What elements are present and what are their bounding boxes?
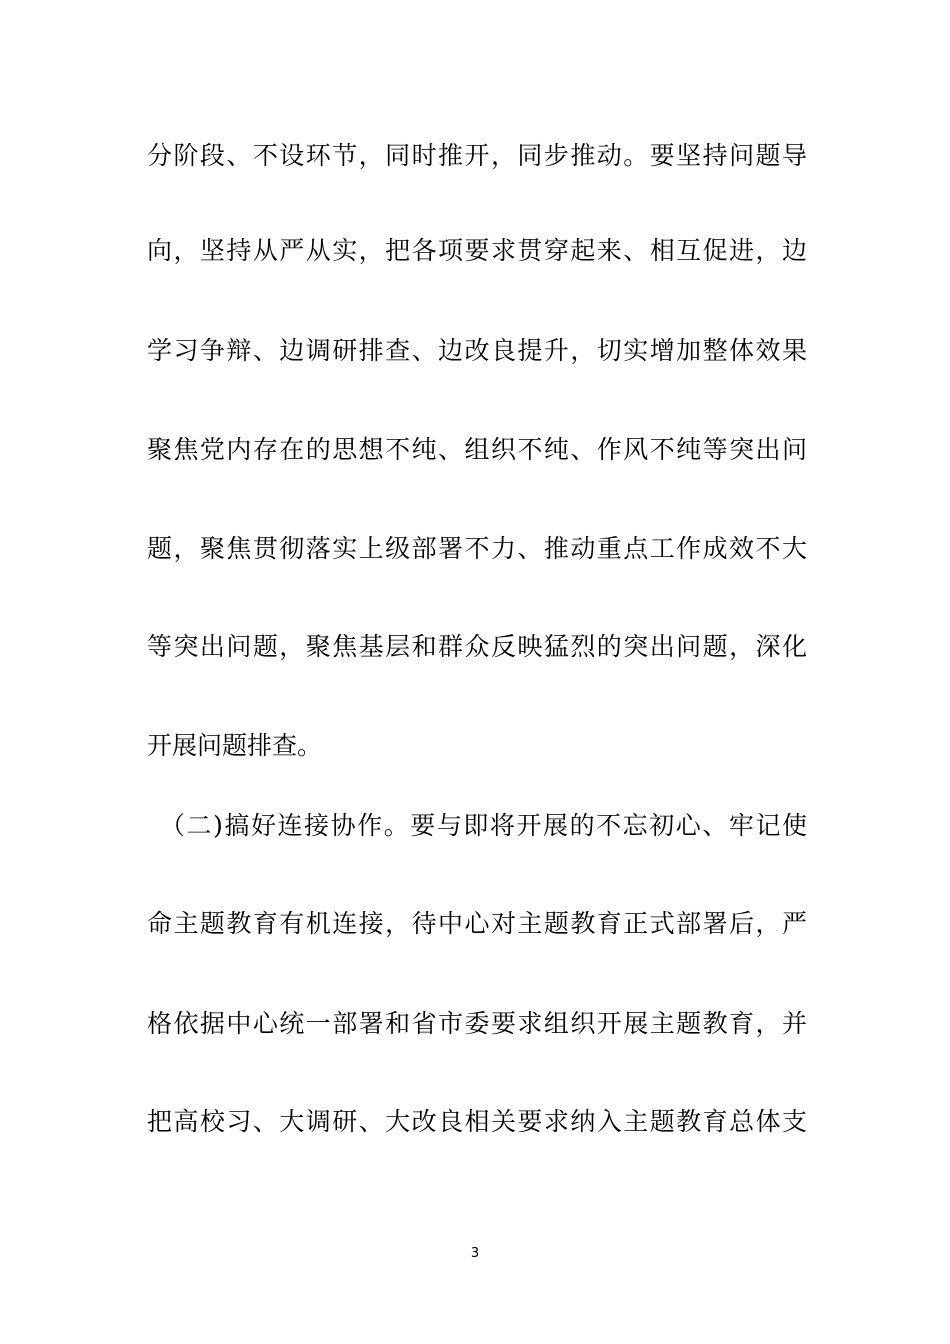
text-line-2: 向，坚持从严从实，把各项要求贯穿起来、相互促进，边	[147, 236, 807, 265]
text-line-10: 格依据中心统一部署和省市委要求组织开展主题教育，并	[147, 1009, 807, 1038]
text-line-7: 开展问题排查。	[147, 731, 323, 760]
text-line-6: 等突出问题，聚焦基层和群众反映猛烈的突出问题，深化	[147, 632, 807, 661]
page-number: 3	[470, 1246, 480, 1261]
text-line-5: 题，聚焦贯彻落实上级部署不力、推动重点工作成效不大	[147, 534, 807, 563]
text-line-9: 命主题教育有机连接，待中心对主题教育正式部署后，严	[147, 909, 807, 938]
text-line-8: （二)搞好连接协作。要与即将开展的不忘初心、牢记使	[160, 811, 807, 840]
text-line-11: 把高校习、大调研、大改良相关要求纳入主题教育总体支	[147, 1107, 807, 1136]
text-line-3: 学习争辩、边调研排查、边改良提升，切实增加整体效果	[147, 336, 807, 365]
text-line-4: 聚焦党内存在的思想不纯、组织不纯、作风不纯等突出问	[147, 435, 807, 464]
text-line-1: 分阶段、不设环节，同时推开，同步推动。要坚持问题导	[147, 141, 807, 170]
